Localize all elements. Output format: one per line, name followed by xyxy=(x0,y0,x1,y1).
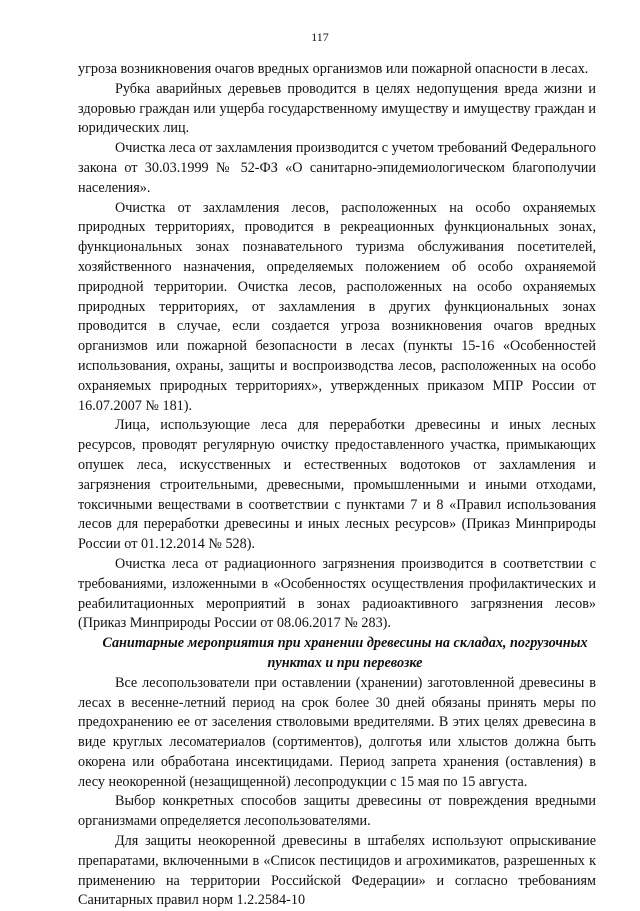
paragraph: Очистка леса от радиационного загрязнения производится в соответствии с требованиями, изложенными в «Особенностях осуществления профилактических и реабилитационных мероприятий в зонах радиоактивного загрязнения лесов» (Приказ Минприроды России от 08.06.2017 № 283). xyxy=(78,555,596,632)
section-heading: Санитарные мероприятия при хранении древесины на складах, погрузочных пунктах и при перевозке xyxy=(102,635,588,671)
paragraph: Лица, использующие леса для переработки древесины и иных лесных ресурсов, проводят регулярную очистку предоставленного участка, примыкающих опушек леса, искусственных и естественных водотоков от захламления и загрязнения строительными, древесными, промышленными и иными отходами, токсичными веществами в соответствии с пунктами 7 и 8 «Правил использования лесов для переработки древесины и иных лесных ресурсов» (Приказ Минприроды России от 01.12.2014 № 528). xyxy=(78,417,596,553)
paragraph: Для защиты неокоренной древесины в штабелях используют опрыскивание препаратами, включенными в «Список пестицидов и агрохимикатов, разрешенных к применению на территории Российской Федерации» и согласно требованиям Санитарных правил норм 1.2.2584-10 xyxy=(78,833,596,909)
page-number: 117 xyxy=(311,30,329,44)
paragraph: Очистка от захламления лесов, расположенных на особо охраняемых природных территориях, проводится в рекреационных функциональных зонах, функциональных зонах познавательного туризма обслуживания посетителей, хозяйственного назначения, определяемых положением об особо охраняемой природной территории. Очистка лесов, расположенных на особо охраняемых природных территориях, от захламления в других функциональных зонах проводится в случае, если создается угроза возникновения очагов вредных организмов или пожарной безопасности в лесах (пункты 15-16 «Особенностей использования, охраны, защиты и воспроизводства лесов, расположенных на особо охраняемых природных территориях», утвержденных приказом МПР России от 16.07.2007 № 181). xyxy=(78,199,596,414)
document-body xyxy=(78,60,596,911)
paragraph: Выбор конкретных способов защиты древесины от повреждения вредными организмами определяется лесопользователями. xyxy=(78,793,596,830)
paragraph: Рубка аварийных деревьев проводится в целях недопущения вреда жизни и здоровью граждан или ущерба государственному имуществу и имуществу граждан и юридических лиц. xyxy=(78,80,596,137)
paragraph: угроза возникновения очагов вредных организмов или пожарной опасности в лесах. xyxy=(78,61,589,77)
paragraph: Все лесопользователи при оставлении (хранении) заготовленной древесины в лесах в весенне-летний период на срок более 30 дней обязаны принять меры по предохранению ее от заселения стволовыми вредителями. В этих целях древесина в виде круглых лесоматериалов (сортиментов), долготья или хлыстов должна быть окорена или обработана инсектицидами. Период запрета хранения (оставления) в лесу неокоренной (незащищенной) лесопродукции с 15 мая по 15 августа. xyxy=(78,674,596,790)
paragraph: Очистка леса от захламления производится с учетом требований Федерального закона от 30.03.1999 № 52-ФЗ «О санитарно-эпидемиологическом благополучии населения». xyxy=(78,140,596,196)
